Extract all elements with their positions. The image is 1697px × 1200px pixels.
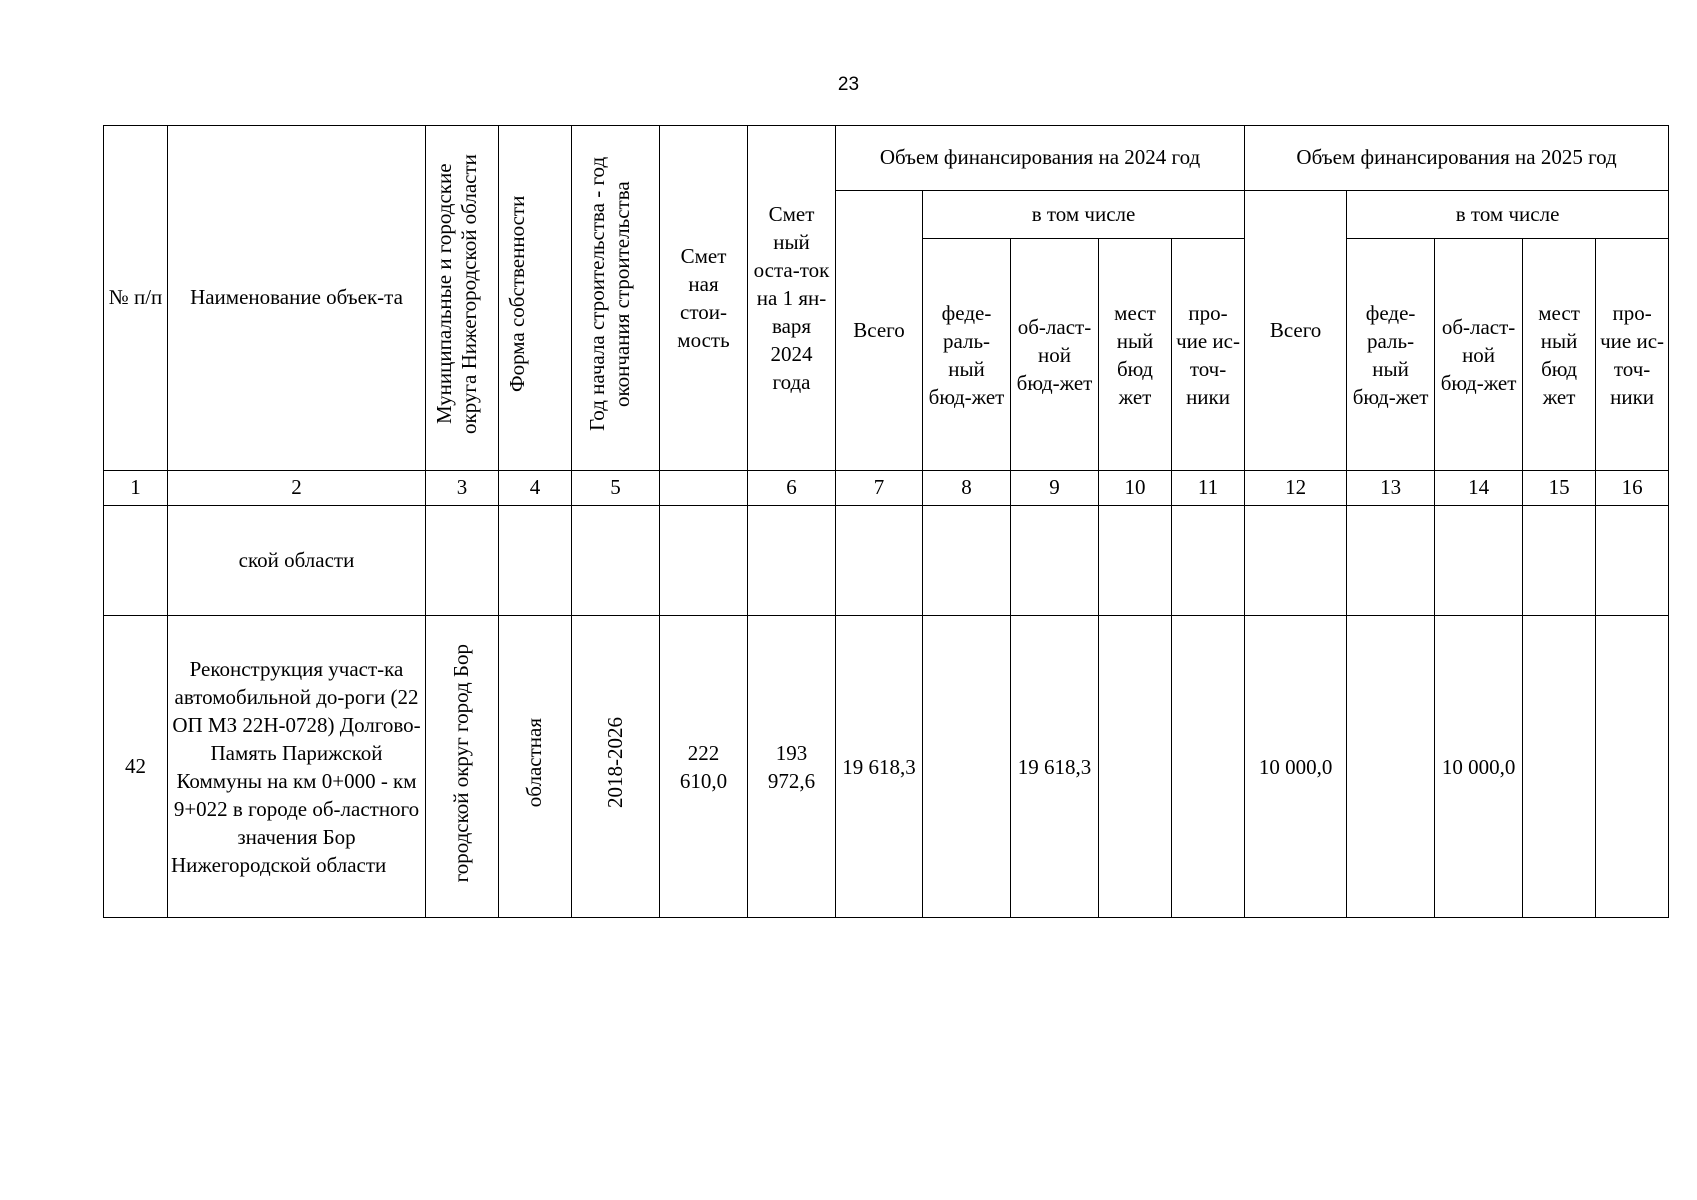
header-construction-years: Год начала строительства - год окончания строительства bbox=[572, 126, 660, 471]
header-federal-2024: феде-раль-ный бюд-жет bbox=[923, 239, 1011, 471]
header-total-2025: Всего bbox=[1245, 191, 1347, 471]
local-2024-cell bbox=[1099, 616, 1172, 918]
row-number: 42 bbox=[104, 616, 168, 918]
header-local-2025: мест ный бюд жет bbox=[1523, 239, 1596, 471]
column-number: 10 bbox=[1099, 471, 1172, 506]
header-other-2024: про-чие ис-точ-ники bbox=[1172, 239, 1245, 471]
column-number: 14 bbox=[1435, 471, 1523, 506]
total-2025-cell: 10 000,0 bbox=[1245, 616, 1347, 918]
header-total-2024: Всего bbox=[836, 191, 923, 471]
regional-2024-cell: 19 618,3 bbox=[1011, 616, 1099, 918]
municipality-cell: городской округ город Бор bbox=[426, 616, 499, 918]
header-including-2025: в том числе bbox=[1347, 191, 1669, 239]
column-number: 3 bbox=[426, 471, 499, 506]
federal-2024-cell bbox=[923, 616, 1011, 918]
continuation-row bbox=[104, 506, 1669, 616]
regional-2025-cell: 10 000,0 bbox=[1435, 616, 1523, 918]
total-2024-cell: 19 618,3 bbox=[836, 616, 923, 918]
other-2025-cell bbox=[1596, 616, 1669, 918]
column-numbers-row bbox=[104, 471, 1669, 506]
column-number: 1 bbox=[104, 471, 168, 506]
column-number bbox=[660, 471, 748, 506]
column-number: 15 bbox=[1523, 471, 1596, 506]
years-cell: 2018-2026 bbox=[572, 616, 660, 918]
column-number: 2 bbox=[168, 471, 426, 506]
other-2024-cell bbox=[1172, 616, 1245, 918]
column-number: 9 bbox=[1011, 471, 1099, 506]
header-row-1 bbox=[104, 126, 1669, 191]
header-ownership: Форма собственности bbox=[499, 126, 572, 471]
column-number: 6 bbox=[748, 471, 836, 506]
header-number: № п/п bbox=[104, 126, 168, 471]
object-name: Реконструкция участ-ка автомобильной до-роги (22 ОП МЗ 22Н-0728) Долгово-Память Парижской Коммуны на км 0+000 - км 9+022 в городе об-ластного значения Бор Нижегородской области bbox=[168, 616, 426, 918]
column-number: 16 bbox=[1596, 471, 1669, 506]
header-including-2024: в том числе bbox=[923, 191, 1245, 239]
header-municipality: Муниципальные и городские округа Нижегородской области bbox=[426, 126, 499, 471]
table-row bbox=[104, 616, 1669, 918]
construction-financing-table bbox=[103, 125, 1669, 918]
header-regional-2024: об-ласт-ной бюд-жет bbox=[1011, 239, 1099, 471]
estimated-balance-cell: 193 972,6 bbox=[748, 616, 836, 918]
federal-2025-cell bbox=[1347, 616, 1435, 918]
estimated-cost-cell: 222 610,0 bbox=[660, 616, 748, 918]
header-financing-2025: Объем финансирования на 2025 год bbox=[1245, 126, 1669, 191]
header-federal-2025: феде-раль-ный бюд-жет bbox=[1347, 239, 1435, 471]
header-local-2024: мест ный бюд жет bbox=[1099, 239, 1172, 471]
column-number: 7 bbox=[836, 471, 923, 506]
header-estimated-balance: Смет ный оста-ток на 1 ян-варя 2024 года bbox=[748, 126, 836, 471]
continuation-name: ской области bbox=[168, 506, 426, 616]
column-number: 8 bbox=[923, 471, 1011, 506]
header-other-2025: про-чие ис-точ-ники bbox=[1596, 239, 1669, 471]
header-financing-2024: Объем финансирования на 2024 год bbox=[836, 126, 1245, 191]
local-2025-cell bbox=[1523, 616, 1596, 918]
header-estimated-cost: Смет ная стои-мость bbox=[660, 126, 748, 471]
column-number: 13 bbox=[1347, 471, 1435, 506]
column-number: 4 bbox=[499, 471, 572, 506]
ownership-cell: областная bbox=[499, 616, 572, 918]
column-number: 12 bbox=[1245, 471, 1347, 506]
header-regional-2025: об-ласт-ной бюд-жет bbox=[1435, 239, 1523, 471]
column-number: 11 bbox=[1172, 471, 1245, 506]
page-number: 23 bbox=[837, 74, 860, 95]
header-object-name: Наименование объек-та bbox=[168, 126, 426, 471]
column-number: 5 bbox=[572, 471, 660, 506]
